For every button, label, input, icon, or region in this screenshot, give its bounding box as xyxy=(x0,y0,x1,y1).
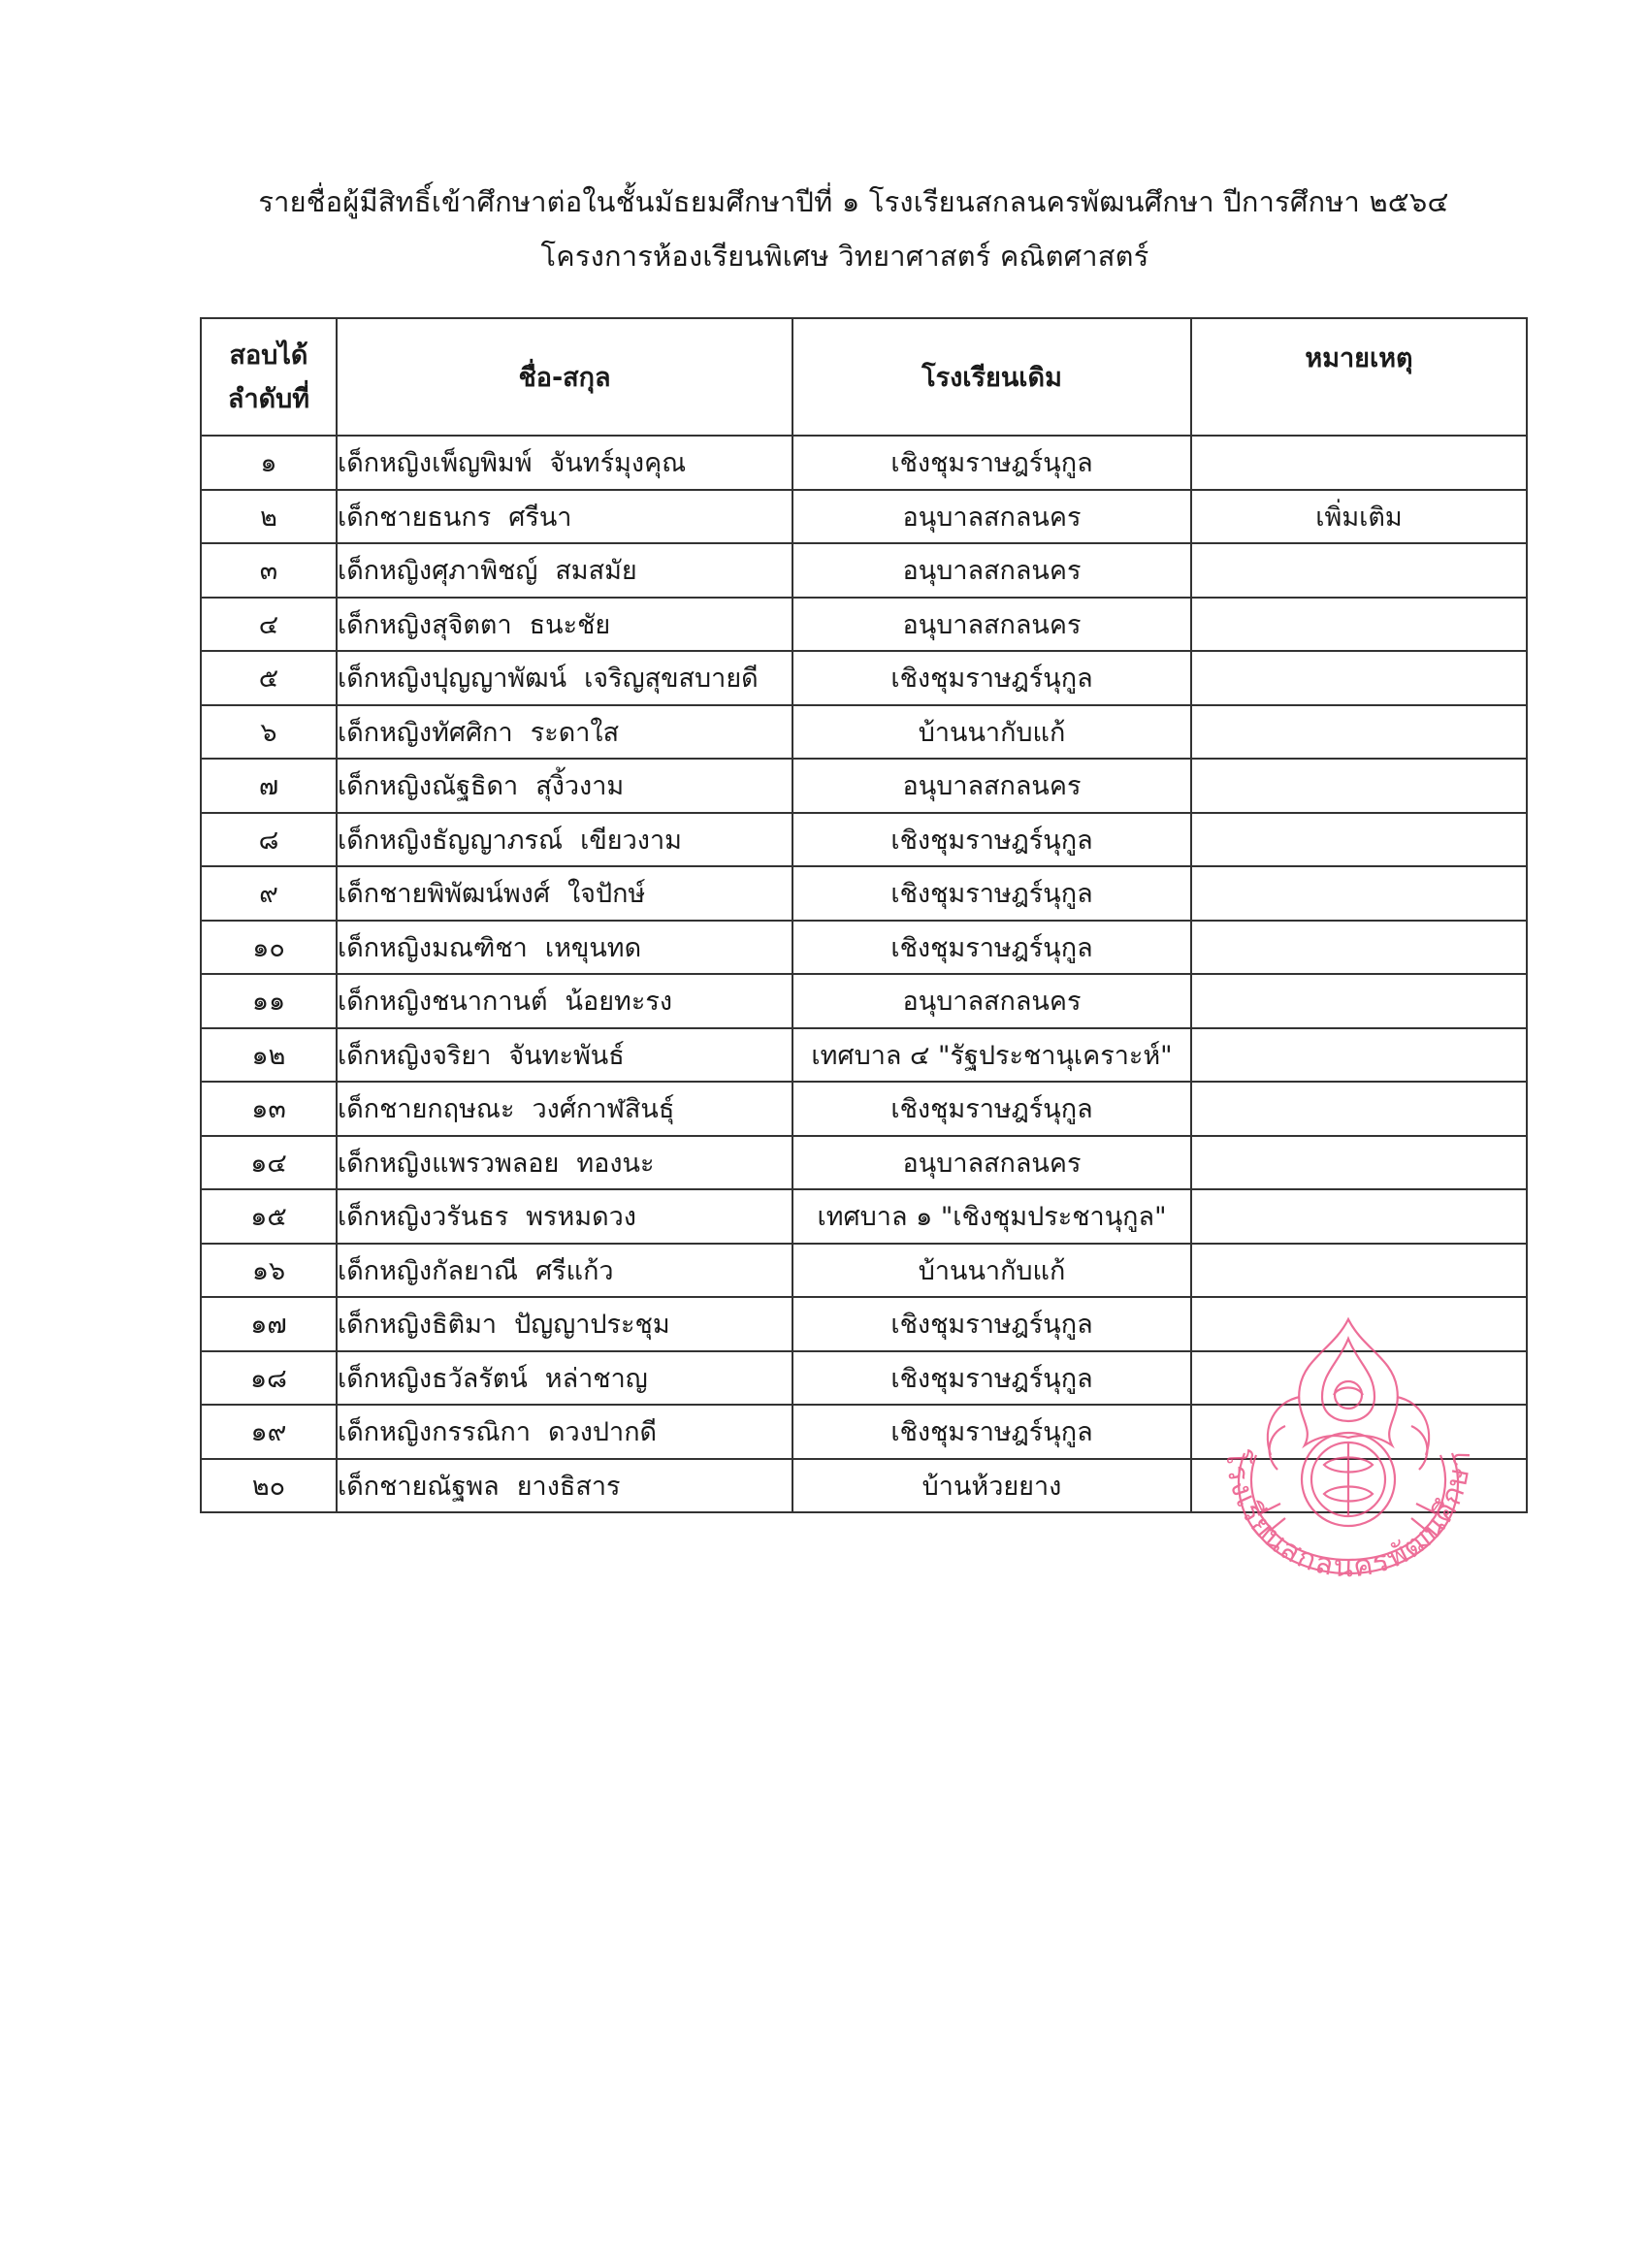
rank-cell: ๑ xyxy=(201,436,337,490)
student-first-name: เด็กหญิงกัลยาณี xyxy=(338,1255,519,1286)
rank-cell: ๑๐ xyxy=(201,921,337,975)
school-cell: เชิงชุมราษฎร์นุกูล xyxy=(792,1405,1191,1459)
school-cell: เชิงชุมราษฎร์นุกูล xyxy=(792,813,1191,867)
student-first-name: เด็กหญิงแพรวพลอย xyxy=(338,1148,560,1179)
student-first-name: เด็กหญิงณัฐธิดา xyxy=(338,771,519,802)
student-first-name: เด็กชายกฤษณะ xyxy=(338,1094,515,1125)
school-cell: เชิงชุมราษฎร์นุกูล xyxy=(792,866,1191,921)
school-cell: อนุบาลสกลนคร xyxy=(792,543,1191,598)
name-cell xyxy=(337,1082,792,1136)
student-last-name: ดวงปากดี xyxy=(548,1417,658,1448)
student-first-name: เด็กหญิงทัศศิกา xyxy=(338,717,513,748)
table-row xyxy=(201,598,1527,652)
rank-cell: ๑๘ xyxy=(201,1351,337,1406)
student-last-name: หล่าชาญ xyxy=(544,1363,648,1394)
student-last-name: ทองนะ xyxy=(576,1148,655,1179)
table-row xyxy=(201,543,1527,598)
school-cell: อนุบาลสกลนคร xyxy=(792,1136,1191,1190)
student-first-name: เด็กชายพิพัฒน์พงศ์ xyxy=(338,879,550,910)
student-first-name: เด็กชายธนกร xyxy=(338,502,492,533)
student-first-name: เด็กหญิงชนากานต์ xyxy=(338,987,548,1018)
name-cell xyxy=(337,1244,792,1298)
rank-cell: ๒ xyxy=(201,490,337,544)
name-cell xyxy=(337,490,792,544)
student-first-name: เด็กหญิงเพ็ญพิมพ์ xyxy=(338,448,533,479)
rank-cell: ๘ xyxy=(201,813,337,867)
rank-cell: ๑๒ xyxy=(201,1028,337,1083)
school-cell: บ้านนากับแก้ xyxy=(792,705,1191,760)
name-cell xyxy=(337,866,792,921)
note-cell xyxy=(1191,759,1527,813)
name-cell xyxy=(337,921,792,975)
note-cell xyxy=(1191,436,1527,490)
note-cell xyxy=(1191,1189,1527,1244)
school-cell: บ้านห้วยยาง xyxy=(792,1459,1191,1513)
name-cell xyxy=(337,1028,792,1083)
column-header-school: โรงเรียนเดิม xyxy=(792,318,1191,436)
rank-cell: ๙ xyxy=(201,866,337,921)
table-row xyxy=(201,974,1527,1028)
student-last-name: พรหมดวง xyxy=(526,1202,636,1233)
name-cell xyxy=(337,1459,792,1513)
student-first-name: เด็กหญิงวรันธร xyxy=(338,1202,509,1233)
table-row xyxy=(201,866,1527,921)
note-cell xyxy=(1191,813,1527,867)
name-cell xyxy=(337,705,792,760)
school-cell: เชิงชุมราษฎร์นุกูล xyxy=(792,1351,1191,1406)
student-first-name: เด็กหญิงธวัลรัตน์ xyxy=(338,1363,528,1394)
note-cell xyxy=(1191,1028,1527,1083)
table-row xyxy=(201,705,1527,760)
school-cell: เชิงชุมราษฎร์นุกูล xyxy=(792,1082,1191,1136)
student-last-name: เจริญสุขสบายดี xyxy=(584,664,759,695)
note-cell xyxy=(1191,974,1527,1028)
school-cell: อนุบาลสกลนคร xyxy=(792,759,1191,813)
school-cell: บ้านนากับแก้ xyxy=(792,1244,1191,1298)
table-row xyxy=(201,813,1527,867)
note-cell xyxy=(1191,651,1527,705)
student-last-name: ใจปักษ์ xyxy=(566,879,646,910)
document-title: รายชื่อผู้มีสิทธิ์เข้าศึกษาต่อในชั้นมัธยมศึกษาปีที่ ๑ โรงเรียนสกลนครพัฒนศึกษา ปีการศึกษา ๒๕๖๔ xyxy=(258,185,1449,218)
table-row xyxy=(201,759,1527,813)
rank-cell: ๑๑ xyxy=(201,974,337,1028)
student-last-name: ปัญญาประชุม xyxy=(514,1310,670,1341)
name-cell xyxy=(337,651,792,705)
note-cell: เพิ่มเติม xyxy=(1191,490,1527,544)
table-row xyxy=(201,1136,1527,1190)
name-cell xyxy=(337,813,792,867)
rank-cell: ๑๗ xyxy=(201,1297,337,1351)
student-last-name: จันทร์มุงคุณ xyxy=(549,448,687,479)
school-cell: เชิงชุมราษฎร์นุกูล xyxy=(792,921,1191,975)
seal-text: โรงเรียนสกลนครพัฒนศึกษา xyxy=(1218,1448,1478,1585)
document-subtitle: โครงการห้องเรียนพิเศษ วิทยาศาสตร์ คณิตศาสตร์ xyxy=(540,240,1149,273)
document-header xyxy=(0,175,1649,283)
column-header-rank xyxy=(201,318,337,436)
rank-header-line2: ลำดับที่ xyxy=(227,383,310,414)
note-cell xyxy=(1191,1244,1527,1298)
note-cell xyxy=(1191,1136,1527,1190)
table-row xyxy=(201,490,1527,544)
table-row xyxy=(201,1028,1527,1083)
name-cell xyxy=(337,1405,792,1459)
student-last-name: ศรีแก้ว xyxy=(535,1255,614,1286)
table-row xyxy=(201,436,1527,490)
school-cell: อนุบาลสกลนคร xyxy=(792,974,1191,1028)
student-last-name: ศรีนา xyxy=(508,502,572,533)
student-first-name: เด็กหญิงธัญญาภรณ์ xyxy=(338,825,564,856)
student-last-name: เหขุนทด xyxy=(544,932,642,963)
name-cell xyxy=(337,598,792,652)
rank-cell: ๔ xyxy=(201,598,337,652)
student-first-name: เด็กหญิงกรรณิกา xyxy=(338,1417,532,1448)
student-first-name: เด็กหญิงธิติมา xyxy=(338,1310,498,1341)
school-cell: เทศบาล ๑ "เชิงชุมประชานุกูล" xyxy=(792,1189,1191,1244)
note-cell xyxy=(1191,1082,1527,1136)
school-cell: อนุบาลสกลนคร xyxy=(792,598,1191,652)
school-cell: เทศบาล ๔ "รัฐประชานุเคราะห์" xyxy=(792,1028,1191,1083)
school-cell: เชิงชุมราษฎร์นุกูล xyxy=(792,1297,1191,1351)
rank-cell: ๑๔ xyxy=(201,1136,337,1190)
rank-cell: ๑๓ xyxy=(201,1082,337,1136)
student-first-name: เด็กชายณัฐพล xyxy=(338,1471,500,1502)
table-row xyxy=(201,921,1527,975)
student-last-name: น้อยทะรง xyxy=(565,987,673,1018)
note-cell xyxy=(1191,543,1527,598)
name-cell xyxy=(337,1189,792,1244)
rank-cell: ๒๐ xyxy=(201,1459,337,1513)
note-cell xyxy=(1191,921,1527,975)
student-first-name: เด็กหญิงสุจิตตา xyxy=(338,609,512,640)
student-last-name: ยางธิสาร xyxy=(516,1471,621,1502)
rank-cell: ๓ xyxy=(201,543,337,598)
name-cell xyxy=(337,1297,792,1351)
rank-cell: ๑๙ xyxy=(201,1405,337,1459)
student-last-name: สุงิ้วงาม xyxy=(535,771,625,802)
rank-header-line1: สอบได้ xyxy=(229,340,308,371)
name-cell xyxy=(337,1351,792,1406)
school-cell: เชิงชุมราษฎร์นุกูล xyxy=(792,651,1191,705)
table-header-row xyxy=(201,318,1527,436)
school-cell: อนุบาลสกลนคร xyxy=(792,490,1191,544)
school-seal-stamp xyxy=(1188,1310,1508,1630)
note-cell xyxy=(1191,866,1527,921)
student-last-name: ระดาใส xyxy=(530,717,620,748)
student-last-name: ธนะชัย xyxy=(529,609,611,640)
student-last-name: สมสมัย xyxy=(555,556,637,587)
student-last-name: วงศ์กาฬสินธุ์ xyxy=(532,1094,675,1125)
name-cell xyxy=(337,974,792,1028)
rank-cell: ๕ xyxy=(201,651,337,705)
table-row xyxy=(201,651,1527,705)
student-last-name: เขียวงาม xyxy=(580,825,682,856)
student-first-name: เด็กหญิงปุญญาพัฒน์ xyxy=(338,664,567,695)
column-header-note: หมายเหตุ xyxy=(1191,318,1527,436)
student-first-name: เด็กหญิงมณฑิชา xyxy=(338,932,528,963)
name-cell xyxy=(337,759,792,813)
student-first-name: เด็กหญิงศุภาพิชญ์ xyxy=(338,556,538,587)
table-row xyxy=(201,1082,1527,1136)
table-row xyxy=(201,1189,1527,1244)
table-row xyxy=(201,1244,1527,1298)
name-cell xyxy=(337,1136,792,1190)
note-cell xyxy=(1191,598,1527,652)
note-cell xyxy=(1191,705,1527,760)
student-first-name: เด็กหญิงจริยา xyxy=(338,1040,492,1071)
school-cell: เชิงชุมราษฎร์นุกูล xyxy=(792,436,1191,490)
rank-cell: ๗ xyxy=(201,759,337,813)
rank-cell: ๖ xyxy=(201,705,337,760)
column-header-name: ชื่อ-สกุล xyxy=(337,318,792,436)
name-cell xyxy=(337,436,792,490)
name-cell xyxy=(337,543,792,598)
rank-cell: ๑๖ xyxy=(201,1244,337,1298)
student-last-name: จันทะพันธ์ xyxy=(508,1040,625,1071)
rank-cell: ๑๕ xyxy=(201,1189,337,1244)
